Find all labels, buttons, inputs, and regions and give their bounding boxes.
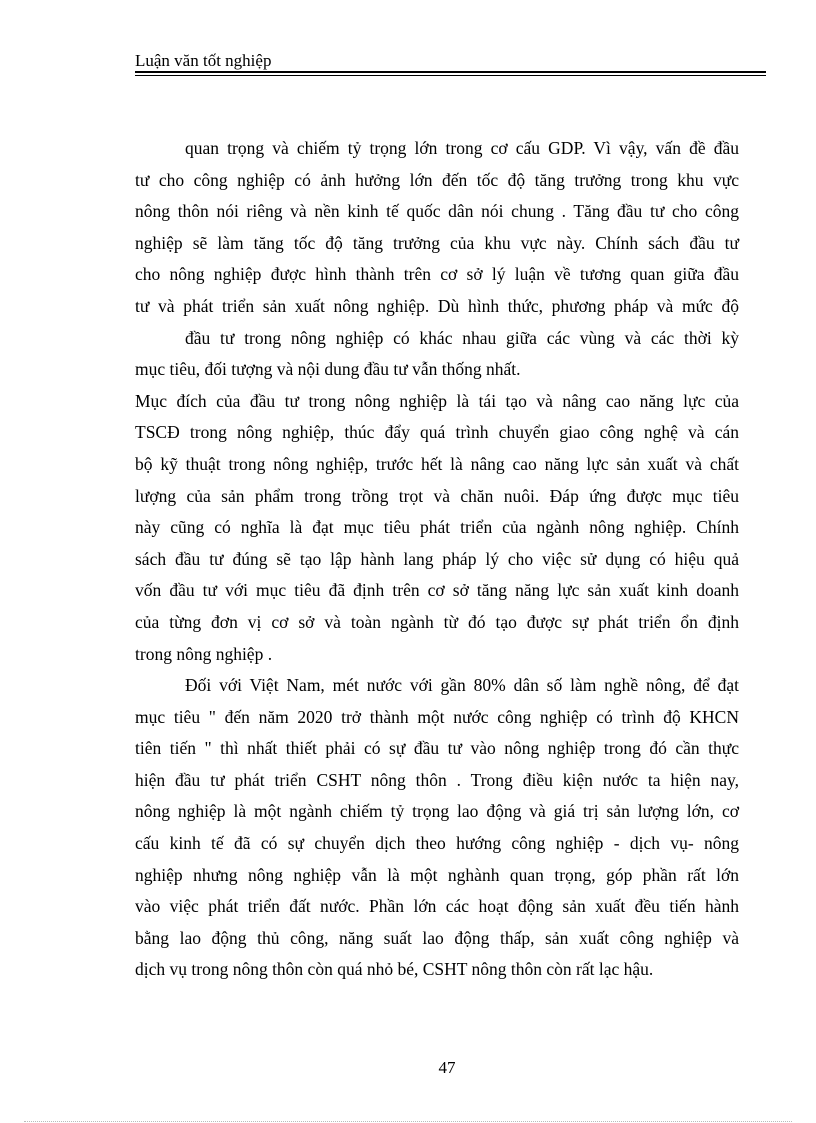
text-line: tư và phát triển sản xuất nông nghiệp. Dù hình thức, phương pháp và mức độ bbox=[135, 295, 739, 316]
header-rule-thick bbox=[135, 71, 766, 73]
text-line: nghiệp nhưng nông nghiệp vẫn là một nghành quan trọng, góp phần rất lớn bbox=[135, 864, 739, 885]
text-line: mục tiêu " đến năm 2020 trở thành một nước công nghiệp có trình độ KHCN bbox=[135, 706, 739, 727]
page-number: 47 bbox=[438, 1058, 456, 1077]
text-line: đầu tư trong nông nghiệp có khác nhau giữa các vùng và các thời kỳ bbox=[185, 327, 739, 348]
text-line: sách đầu tư đúng sẽ tạo lập hành lang pháp lý cho việc sử dụng có hiệu quả bbox=[135, 548, 739, 569]
page-bottom-divider bbox=[24, 1121, 792, 1122]
text-line: TSCĐ trong nông nghiệp, thúc đẩy quá trình chuyển giao công nghệ và cán bbox=[135, 422, 739, 443]
text-line: tiên tiến " thì nhất thiết phải có sự đầu tư vào nông nghiệp trong đó cần thực bbox=[135, 738, 739, 759]
text-line: của từng đơn vị cơ sở và toàn ngành từ đó tạo được sự phát triển ổn định bbox=[135, 611, 739, 632]
text-line: trong nông nghiệp . bbox=[135, 643, 273, 664]
text-line: bộ kỹ thuật trong nông nghiệp, trước hết là nâng cao năng lực sản xuất và chất bbox=[135, 453, 739, 474]
text-line: vào việc phát triển đất nước. Phần lớn các hoạt động sản xuất đều tiến hành bbox=[135, 896, 739, 917]
text-line: nghiệp sẽ làm tăng tốc độ tăng trưởng của khu vực này. Chính sách đầu tư bbox=[135, 232, 739, 253]
text-line: tư cho công nghiệp có ảnh hưởng lớn đến tốc độ tăng trưởng trong khu vực bbox=[135, 169, 739, 190]
paragraph-1 bbox=[135, 133, 739, 323]
text-line: cấu kinh tế đã có sự chuyển dịch theo hướng công nghiệp - dịch vụ- nông bbox=[135, 833, 739, 854]
header-rule-thin bbox=[135, 75, 766, 76]
paragraph-2 bbox=[135, 323, 739, 386]
text-line: mục tiêu, đối tượng và nội dung đầu tư vẫn thống nhất. bbox=[135, 359, 521, 380]
text-line: nông thôn nói riêng và nền kinh tế quốc dân nói chung . Tăng đầu tư cho công bbox=[135, 201, 739, 222]
running-header-title: Luận văn tốt nghiệp bbox=[135, 51, 272, 70]
text-line: nông nghiệp là một ngành chiếm tỷ trọng lao động và giá trị sản lượng lớn, cơ bbox=[135, 801, 739, 822]
text-line: Đối với Việt Nam, mét nước với gần 80% dân số làm nghề nông, để đạt bbox=[185, 675, 739, 696]
document-body bbox=[135, 133, 739, 986]
text-line: cho nông nghiệp được hình thành trên cơ sở lý luận về tương quan giữa đầu bbox=[135, 264, 739, 285]
text-line: Mục đích của đầu tư trong nông nghiệp là tái tạo và nâng cao năng lực của bbox=[135, 390, 739, 411]
text-line: hiện đầu tư phát triển CSHT nông thôn . Trong điều kiện nước ta hiện nay, bbox=[135, 769, 739, 790]
text-line: quan trọng và chiếm tỷ trọng lớn trong cơ cấu GDP. Vì vậy, vấn đề đầu bbox=[185, 138, 739, 158]
text-line: này cũng có nghĩa là đạt mục tiêu phát triển của ngành nông nghiệp. Chính bbox=[135, 517, 739, 538]
text-line: bằng lao động thủ công, năng suất lao động thấp, sản xuất công nghiệp và bbox=[135, 927, 739, 948]
paragraph-3 bbox=[135, 386, 739, 670]
paragraph-4 bbox=[135, 670, 739, 986]
text-line: vốn đầu tư với mục tiêu đã định trên cơ sở tăng năng lực sản xuất kinh doanh bbox=[135, 580, 739, 601]
text-line: dịch vụ trong nông thôn còn quá nhỏ bé, CSHT nông thôn còn rất lạc hậu. bbox=[135, 959, 654, 980]
text-line: lượng của sản phẩm trong trồng trọt và chăn nuôi. Đáp ứng được mục tiêu bbox=[135, 485, 739, 506]
